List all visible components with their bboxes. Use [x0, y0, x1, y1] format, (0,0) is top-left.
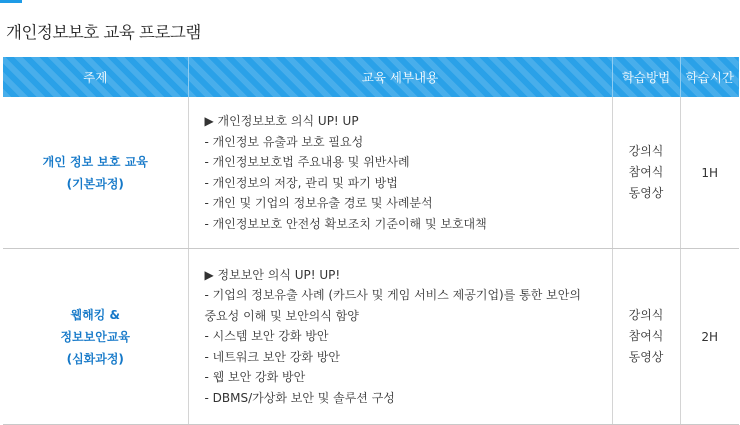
content-item: 중요성 이해 및 보안의식 함양: [204, 308, 359, 323]
method-cell: [612, 97, 680, 249]
content-cell: [188, 97, 612, 249]
header-content: 교육 세부내용: [188, 57, 612, 97]
title-accent-line: [0, 0, 22, 3]
content-item: - 개인 및 기업의 정보유출 경로 및 사례분석: [204, 196, 433, 210]
content-item: - DBMS/가상화 보안 및 솔루션 구성: [204, 390, 395, 405]
topic-cell: [3, 249, 188, 425]
content-item: - 개인정보보호법 주요내용 및 위반사례: [204, 155, 410, 169]
content-item: - 네트워크 보안 강화 방안: [204, 349, 341, 364]
content-cell: [188, 249, 612, 425]
topic-cell: [3, 97, 188, 249]
content-item: - 개인정보보호 안전성 확보조치 기준이해 및 보호대책: [204, 216, 487, 231]
education-program-table: [3, 57, 739, 425]
method-item: 참여식: [628, 329, 664, 343]
method-item: 강의식: [628, 308, 664, 322]
table-row: [3, 97, 739, 249]
topic-line: 웹해킹 &: [70, 307, 120, 322]
topic-line: 정보보안교육: [60, 329, 131, 344]
header-hours: 학습시간: [680, 57, 739, 97]
header-topic: 주제: [3, 57, 188, 97]
method-item: 동영상: [628, 350, 664, 364]
content-item: - 개인정보의 저장, 관리 및 파기 방법: [204, 175, 398, 190]
topic-line: (심화과정): [66, 351, 124, 366]
topic-line: 개인 정보 보호 교육: [42, 154, 148, 169]
content-item: - 시스템 보안 강화 방안: [204, 329, 329, 344]
topic-line: (기본과정): [66, 176, 124, 191]
hours-cell: 1H: [680, 97, 739, 249]
hours-cell: 2H: [680, 249, 739, 425]
page-title: 개인정보보호 교육 프로그램: [6, 23, 201, 42]
table-row: [3, 249, 739, 425]
content-heading: ▶ 정보보안 의식 UP! UP!: [204, 267, 341, 282]
method-item: 강의식: [628, 144, 664, 158]
method-cell: [612, 249, 680, 425]
method-item: 참여식: [628, 165, 664, 179]
content-item: - 개인정보 유출과 보호 필요성: [204, 134, 364, 149]
content-heading: ▶ 개인정보보호 의식 UP! UP: [204, 114, 359, 128]
table-header-row: [3, 57, 739, 97]
content-item: - 웹 보안 강화 방안: [204, 370, 306, 385]
content-item: - 기업의 정보유출 사례 (카드사 및 게임 서비스 제공기업)를 통한 보안의: [204, 288, 581, 303]
method-item: 동영상: [628, 186, 664, 200]
header-method: 학습방법: [612, 57, 680, 97]
